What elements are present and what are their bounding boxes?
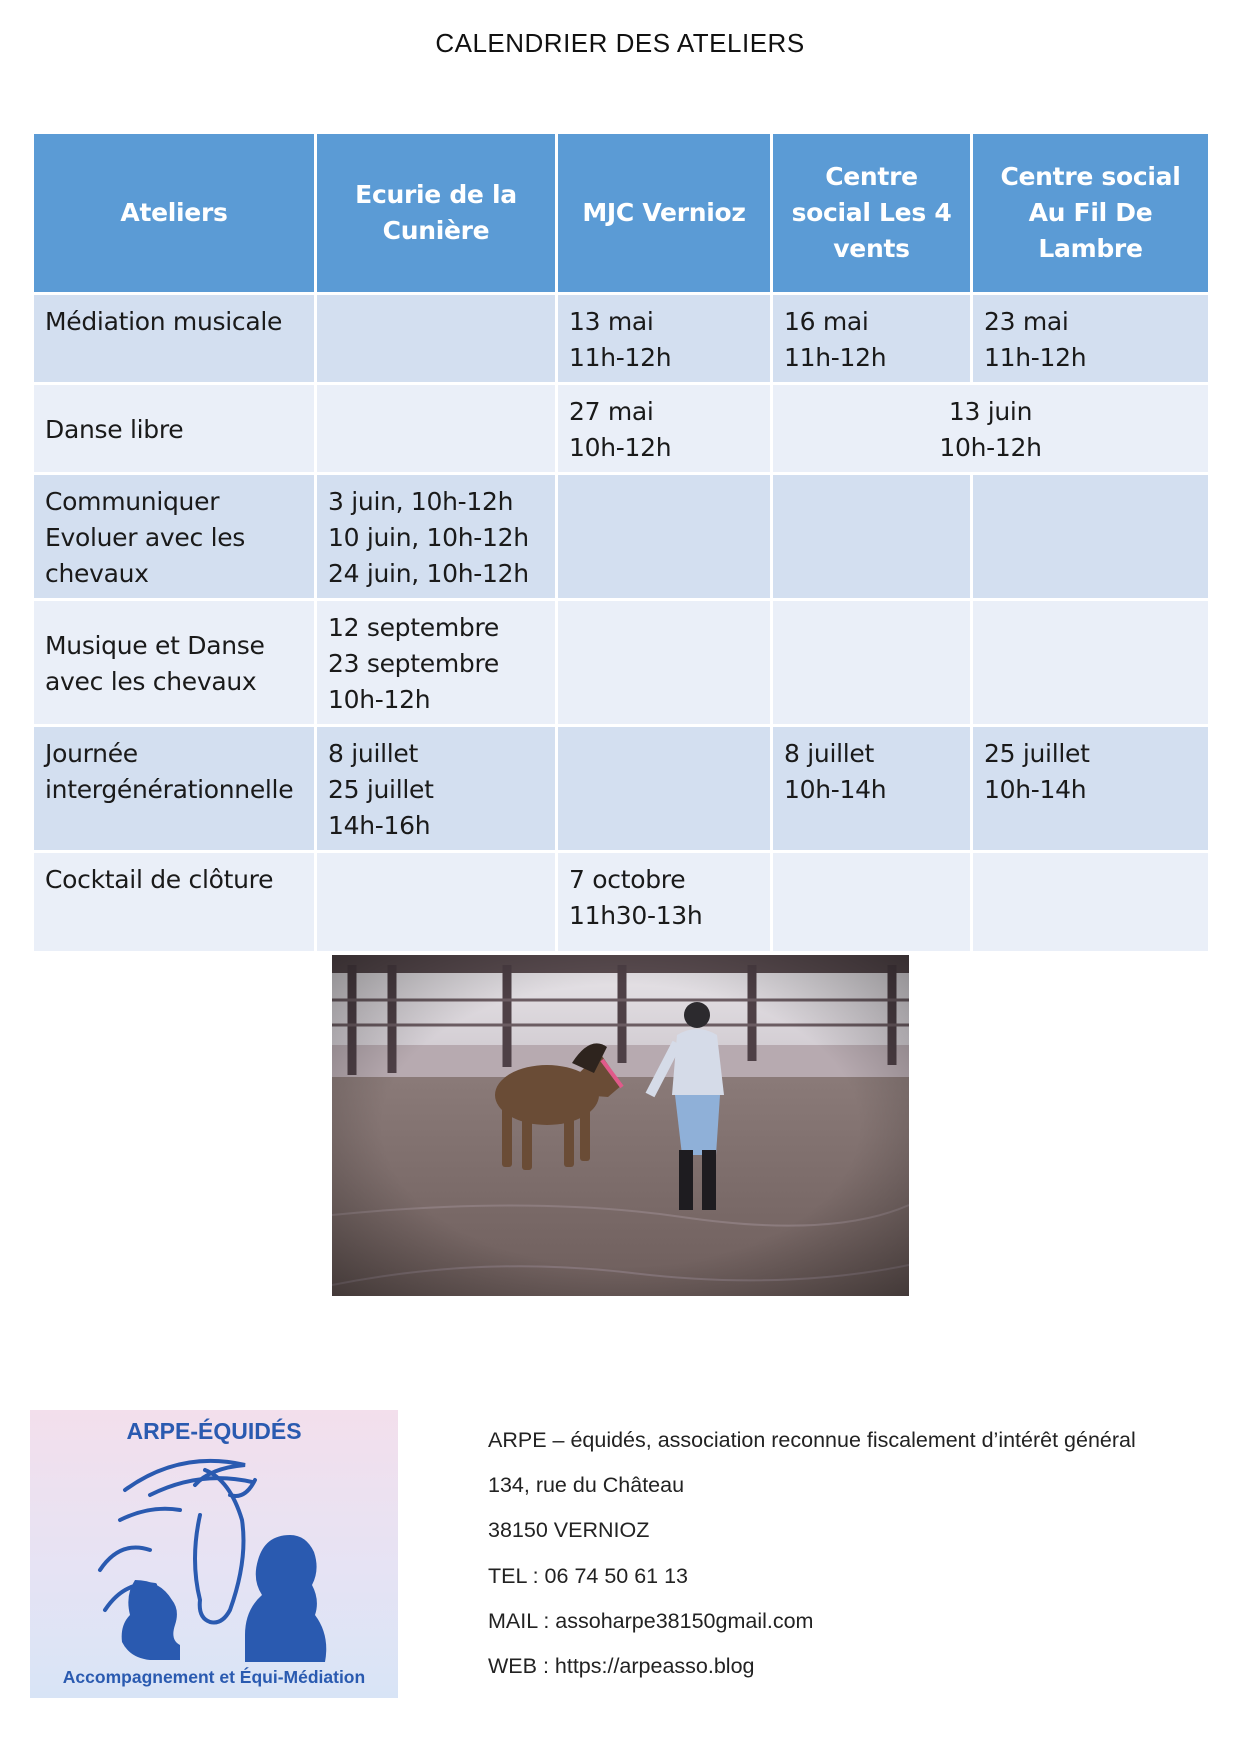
cell-line: 16 mai [784,307,869,336]
cell-line: 10h-14h [784,775,887,804]
cell-line: 10h-12h [328,685,431,714]
logo-tagline: Accompagnement et Équi-Médiation [62,1667,366,1687]
header-centre-lambre [972,133,1210,294]
cell-mjc [557,474,772,600]
website-link[interactable]: WEB : https://arpeasso.blog [488,1653,755,1678]
row-label [33,600,316,726]
cell-line: 7 octobre [569,865,686,894]
cell-mjc [557,726,772,852]
cell-mjc [557,600,772,726]
workshop-schedule-table [31,131,1211,954]
row-label [33,726,316,852]
header-ecurie-text: Ecurie de la Cunière [355,180,517,245]
header-mjc: MJC Vernioz [557,133,772,294]
header-4-vents-text: Centre social Les 4 vents [791,162,952,263]
row-label: Cocktail de clôture [33,852,316,953]
address-city: 38150 VERNIOZ [488,1518,650,1543]
cell-4-vents [772,726,972,852]
header-centre-4-vents [772,133,972,294]
cell-4-vents [772,294,972,384]
table-row [33,852,1210,953]
cell-lambre [972,852,1210,953]
cell-mjc [557,294,772,384]
horse-and-children-silhouette-icon [30,1410,398,1698]
table-row [33,294,1210,384]
phone-number: TEL : 06 74 50 61 13 [488,1563,689,1588]
cell-line: 14h-16h [328,811,431,840]
cell-ecurie [316,474,557,600]
header-ecurie [316,133,557,294]
horse-arena-photo [332,955,909,1296]
cell-line: 3 juin, 10h-12h [328,487,514,516]
email-address: MAIL : assoharpe38150gmail.com [488,1608,814,1633]
cell-mjc [557,852,772,953]
arpe-equides-logo [30,1410,398,1698]
cell-line: 10h-12h [569,433,672,462]
table-row [33,600,1210,726]
association-description: ARPE – équidés, association reconnue fiscalement d’intérêt général [488,1428,1136,1452]
cell-line: 23 septembre [328,649,499,678]
cell-line: 27 mai [569,397,654,426]
cell-line: 13 mai [569,307,654,336]
cell-line: 8 juillet [784,739,874,768]
label-line: Communiquer [45,487,220,516]
label-line: intergénérationnelle [45,775,294,804]
cell-line: 10 juin, 10h-12h [328,523,529,552]
logo-title: ARPE-ÉQUIDÉS [126,1418,302,1444]
cell-line: 25 juillet [984,739,1090,768]
cell-lambre [972,726,1210,852]
cell-ecurie [316,294,557,384]
label-line: avec les chevaux [45,667,257,696]
header-ateliers: Ateliers [33,133,316,294]
table-row [33,474,1210,600]
cell-ecurie [316,852,557,953]
cell-line: 25 juillet [328,775,434,804]
cell-line: 11h-12h [569,343,672,372]
horse-arena-illustration [332,955,909,1296]
cell-mjc [557,384,772,474]
page-title: CALENDRIER DES ATELIERS [435,28,805,58]
cell-4-vents [772,600,972,726]
cell-line: 12 septembre [328,613,499,642]
cell-line: 13 juin [948,397,1033,426]
cell-line: 23 mai [984,307,1069,336]
label-line: chevaux [45,559,149,588]
cell-4-vents [772,474,972,600]
address-street: 134, rue du Château [488,1473,685,1498]
cell-ecurie [316,600,557,726]
cell-4-vents [772,852,972,953]
table-row [33,384,1210,474]
label-line: Journée [45,739,138,768]
table-header-row [33,133,1210,294]
header-lambre-text: Centre social Au Fil De Lambre [1000,162,1181,263]
cell-ecurie [316,384,557,474]
contact-info [488,1428,1228,1699]
row-label: Médiation musicale [33,294,316,384]
table-row [33,726,1210,852]
cell-line: 11h-12h [784,343,887,372]
cell-lambre [972,600,1210,726]
cell-4-vents-lambre-merged [772,384,1210,474]
cell-line: 10h-14h [984,775,1087,804]
cell-line: 8 juillet [328,739,418,768]
cell-line: 11h-12h [984,343,1087,372]
row-label [33,474,316,600]
label-line: Musique et Danse [45,631,265,660]
cell-line: 10h-12h [939,433,1042,462]
cell-ecurie [316,726,557,852]
label-line: Evoluer avec les [45,523,246,552]
cell-lambre [972,474,1210,600]
cell-line: 24 juin, 10h-12h [328,559,529,588]
cell-lambre [972,294,1210,384]
row-label: Danse libre [33,384,316,474]
cell-line: 11h30-13h [569,901,703,930]
